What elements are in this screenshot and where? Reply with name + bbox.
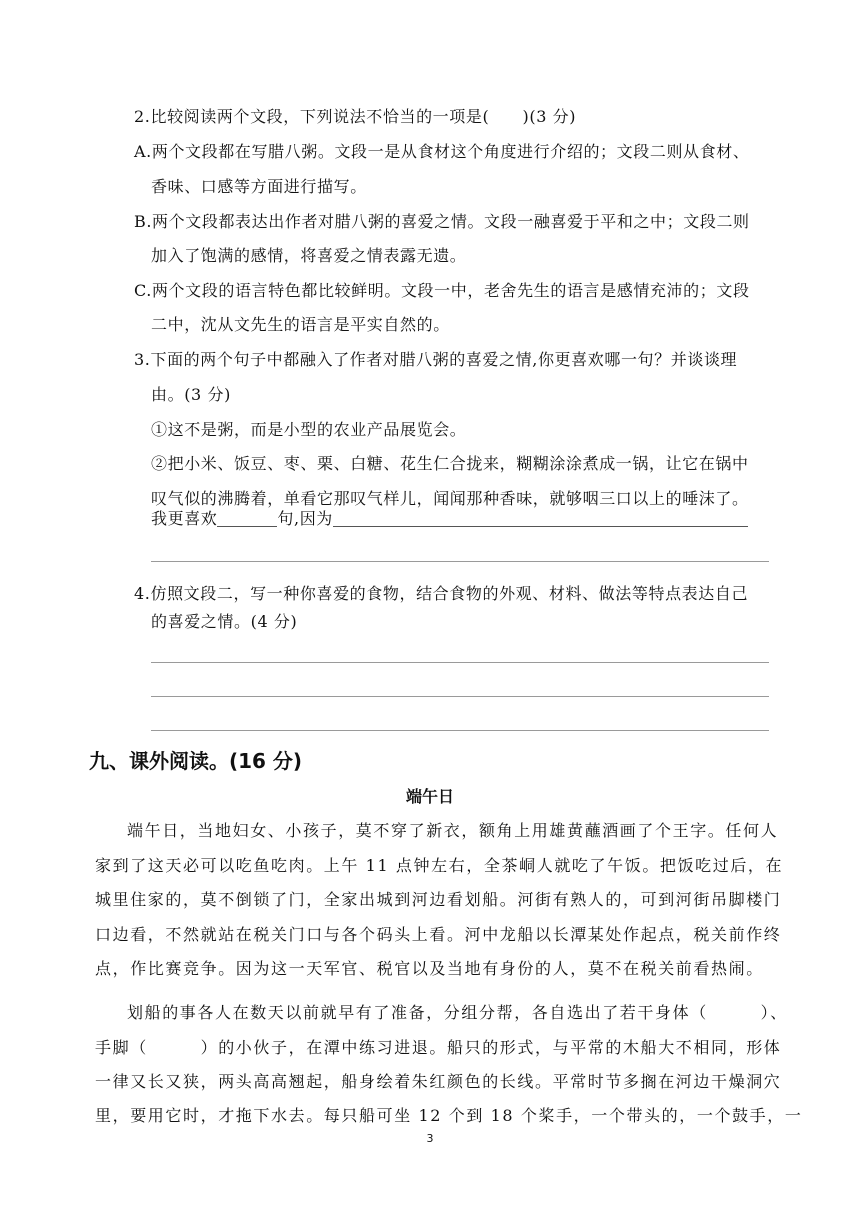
- q4-answer-rule-3[interactable]: [151, 730, 769, 731]
- q3-stem-line1: 3.下面的两个句子中都融入了作者对腊八粥的喜爱之情,你更喜欢哪一句？并谈谈理: [134, 350, 738, 369]
- para1-line1: 端午日，当地妇女、小孩子，莫不穿了新衣，额角上用雄黄蘸酒画了个王字。任何人: [127, 821, 779, 840]
- q3-answer-line: [151, 509, 771, 529]
- q3-sentence-2-line1: ②把小米、饭豆、枣、栗、白糖、花生仁合拢来，糊糊涂涂煮成一锅，让它在锅中: [151, 454, 749, 473]
- page-number: 3: [426, 1132, 434, 1145]
- section-9-title: 九、课外阅读。(16 分): [89, 749, 303, 773]
- q3-stem-line2: 由。(3 分): [151, 385, 231, 404]
- q3-answer-rule[interactable]: [151, 561, 769, 562]
- para2-line1: 划船的事各人在数天以前就早有了准备，分组分帮，各自选出了若干身体（ ）、: [127, 1003, 788, 1022]
- q4-stem-line2: 的喜爱之情。(4 分): [151, 612, 298, 631]
- q2-option-a-line1: A.两个文段都在写腊八粥。文段一是从食材这个角度进行介绍的；文段二则从食材、: [134, 142, 750, 161]
- q2-option-c-line1: C.两个文段的语言特色都比较鲜明。文段一中，老舍先生的语言是感情充沛的；文段: [134, 281, 750, 300]
- para2-line3: 一律又长又狭，两头高高翘起，船身绘着朱红颜色的长线。平常时节多搁在河边干燥洞穴: [95, 1072, 782, 1091]
- para1-line4: 口边看，不然就站在税关门口与各个码头上看。河中龙船以长潭某处作起点，税关前作终: [95, 925, 782, 944]
- q3-answer-mid: 句,因为: [277, 509, 333, 528]
- q2-option-b-line2: 加入了饱满的感情，将喜爱之情表露无遗。: [151, 246, 467, 265]
- q2-option-c-line2: 二中，沈从文先生的语言是平实自然的。: [151, 315, 450, 334]
- q4-answer-rule-2[interactable]: [151, 696, 769, 697]
- q4-stem-line1: 4.仿照文段二，写一种你喜爱的食物，结合食物的外观、材料、做法等特点表达自己: [134, 584, 749, 603]
- para2-line4: 里，要用它时，才拖下水去。每只船可坐 12 个到 18 个桨手，一个带头的，一个鼓手，一: [95, 1106, 803, 1125]
- q2-option-a-line2: 香味、口感等方面进行描写。: [151, 177, 367, 196]
- q2-option-b-line1: B.两个文段都表达出作者对腊八粥的喜爱之情。文段一融喜爱于平和之中；文段二则: [134, 212, 750, 231]
- q2-stem: 2.比较阅读两个文段，下列说法不恰当的一项是( )(3 分): [134, 107, 577, 126]
- q3-reason-blank[interactable]: [333, 510, 748, 527]
- para1-line2: 家到了这天必可以吃鱼吃肉。上午 11 点钟左右，全茶峒人就吃了午饭。把饭吃过后，在: [95, 856, 784, 875]
- para2-line2: 手脚（ ）的小伙子，在潭中练习进退。船只的形式，与平常的木船大不相同，形体: [95, 1038, 782, 1057]
- q4-answer-rule-1[interactable]: [151, 662, 769, 663]
- q3-answer-prefix: 我更喜欢: [151, 509, 218, 528]
- para1-line5: 点，作比赛竞争。因为这一天军官、税官以及当地有身份的人，莫不在税关前看热闹。: [95, 959, 764, 978]
- para1-line3: 城里住家的，莫不倒锁了门，全家出城到河边看划船。河街有熟人的，可到河街吊脚楼门: [95, 890, 782, 909]
- q3-choice-blank[interactable]: [217, 510, 277, 527]
- article-title: 端午日: [405, 787, 454, 806]
- q3-sentence-2-line2: 叹气似的沸腾着，单看它那叹气样儿，闻闻那种香味，就够咽三口以上的唾沫了。: [151, 489, 749, 508]
- q3-sentence-1: ①这不是粥，而是小型的农业产品展览会。: [151, 420, 467, 439]
